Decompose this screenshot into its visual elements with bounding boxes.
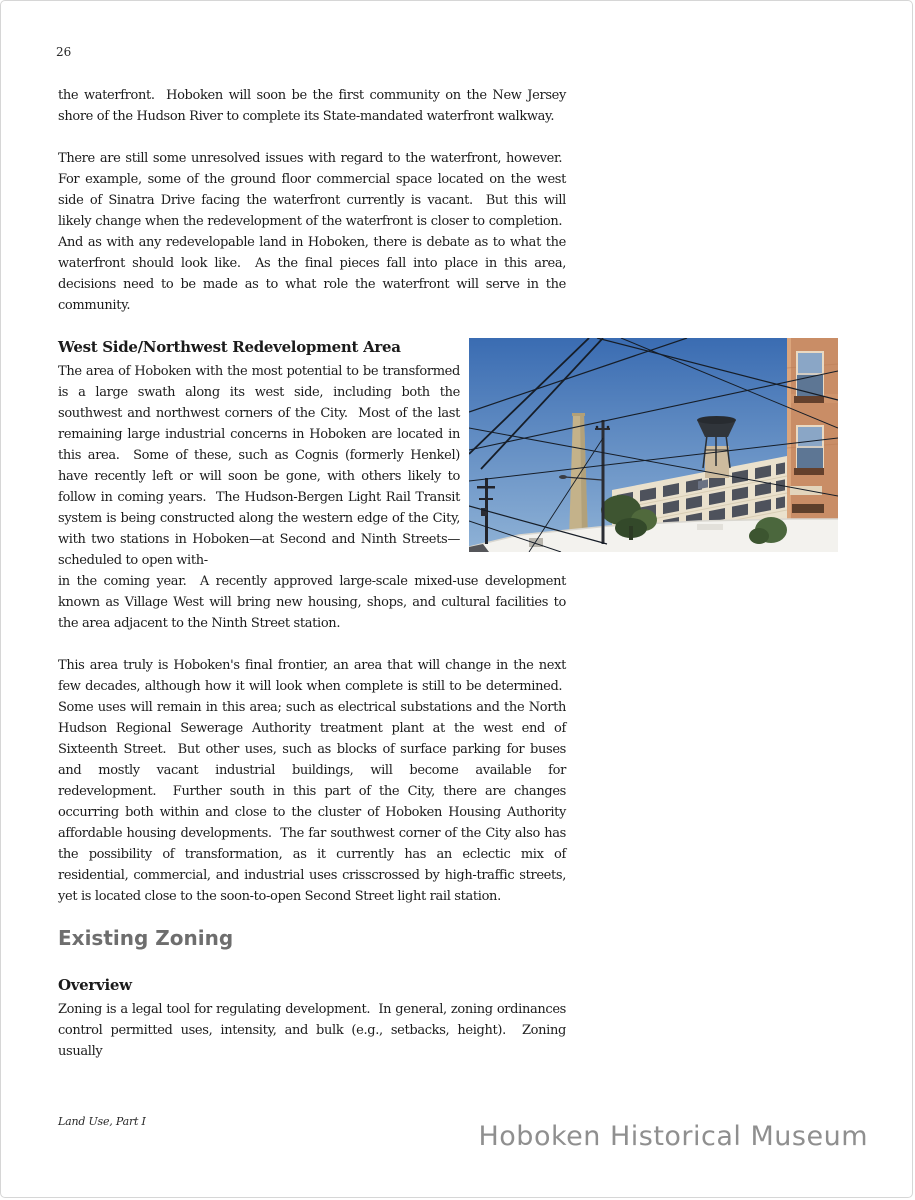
heading-west-side: West Side/Northwest Redevelopment Area: [58, 338, 401, 356]
brick-building-window-lower: [797, 426, 823, 468]
body-text-column: [58, 85, 566, 1083]
paragraph-west-side-narrow: The area of Hoboken with the most potential to be transformed is a large swath along its west side, including both the southwest and northwest corners of the City. Most of the last remaining large industrial concerns in Hoboken are located in this area. Some of these, such as Cognis (formerly Henkel) have recently left or will soon be gone, with others likely to follow in coming years. The Hudson-Bergen Light Rail Transit system is being constructed along the western edge of the City, with two stations in Hoboken—at Second and Ninth Streets—scheduled to open with-: [58, 364, 460, 568]
heading-existing-zoning: Existing Zoning: [58, 926, 234, 950]
watermark-hoboken-historical-museum: Hoboken Historical Museum: [478, 1121, 868, 1152]
footer-document-title: Land Use, Part I: [58, 1115, 146, 1128]
page-number: 26: [56, 45, 72, 59]
paragraph-waterfront-issues: There are still some unresolved issues with regard to the waterfront, however. For example, some of the ground floor commercial space located on the west side of Sinatra Drive facing the waterfront currently is vacant. But this will likely change when the redevelopment of the waterfront is closer to completion. And as with any redevelopable land in Hoboken, there is debate as to what the waterfront should look like. As the final pieces fall into place in this area, decisions need to be made as to what role the waterfront will serve in the community.: [58, 151, 566, 313]
photo-west-side-industrial: [469, 338, 838, 552]
paragraph-zoning-overview: Zoning is a legal tool for regulating development. In general, zoning ordinances control permitted uses, intensity, and bulk (e.g., setbacks, height). Zoning usually: [58, 1002, 566, 1059]
heading-overview: Overview: [58, 976, 132, 994]
photo-illustration: [469, 338, 838, 552]
brick-building-window-upper: [797, 352, 823, 396]
paragraph-waterfront-walkway: the waterfront. Hoboken will soon be the first community on the New Jersey shore of the Hudson River to complete its State-mandated waterfront walkway.: [58, 88, 566, 124]
paragraph-west-side-continued: in the coming year. A recently approved large-scale mixed-use development known as Village West will bring new housing, shops, and cultural facilities to the area adjacent to the Ninth Street station.: [58, 574, 566, 631]
paragraph-final-frontier: This area truly is Hoboken's final frontier, an area that will change in the next few decades, although how it will look when complete is still to be determined. Some uses will remain in this area; such as electrical substations and the North Hudson Regional Sewerage Authority treatment plant at the west end of Sixteenth Street. But other uses, such as blocks of surface parking for buses and mostly vacant industrial buildings, will become available for redevelopment. Further south in this part of the City, there are changes occurring both within and close to the cluster of Hoboken Housing Authority affordable housing developments. The far southwest corner of the City also has the possibility of transformation, as it currently has an eclectic mix of residential, commercial, and industrial uses crisscrossed by high-traffic streets, yet is located close to the soon-to-open Second Street light rail station.: [58, 658, 566, 904]
